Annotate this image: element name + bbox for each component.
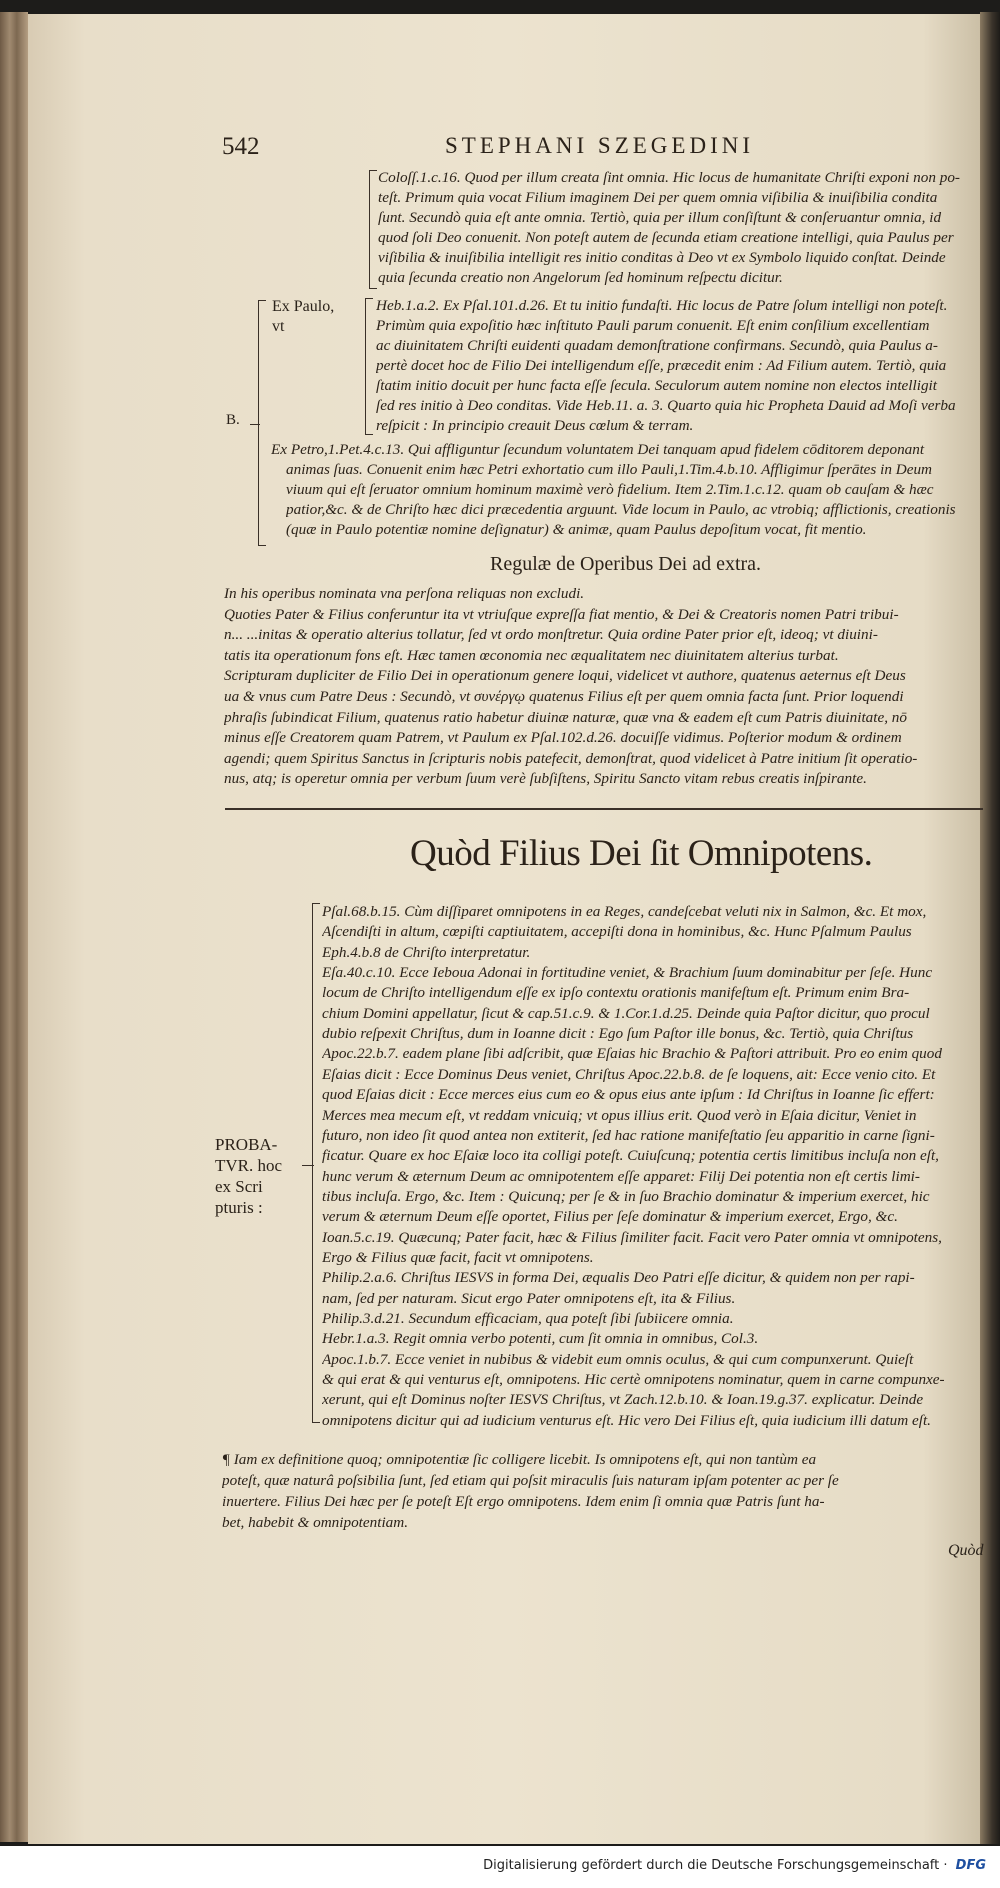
conclusion-line: poteſt, quæ naturâ poſsibilia ſunt, ſed etiam qui poſsit miraculis ſuis naturam ipſam potenter ac per ſe (222, 1472, 839, 1489)
catchword: Quòd (948, 1542, 984, 1559)
proof-line: & qui erat & qui venturus eſt, omnipotens. Hic certè omnipotens nominatur, quem in carne compunxe- (322, 1371, 945, 1389)
petro-line: (quæ in Paulo potentiæ nomine deſignatur) & animæ, quam Paulus depoſitum vocat, fit mentio. (286, 521, 867, 538)
petro-line: viuum qui eſt ſeruator omnium hominum maximè verò fidelium. Item 2.Tim.1.c.12. quam ob cauſam & hæc (286, 481, 934, 498)
coloss-line: ſunt. Secundò quia eſt ante omnia. Tertiò, quia per illum conſiſtunt & conſeruantur omnia, id (378, 209, 942, 226)
main-heading: Quòd Filius Dei ſit Omnipotens. (410, 833, 873, 874)
regulae-line: Scripturam dupliciter de Filio Dei in operationum genere loqui, videlicet vt authore, quatenus aeternus eſt Deus (224, 667, 906, 685)
proof-line: xerunt, qui eſt Dominus noſter IESVS Chriſtus, vt Zach.12.b.10. & Ioan.19.g.37. explicatur. Deinde (322, 1391, 924, 1409)
dfg-logo: DFG (955, 1858, 986, 1873)
hebr-line: ſed res initio à Deo conditas. Vide Heb.11. a. 3. Quarto quia hic Propheta Dauid ad Moſi verba (376, 397, 956, 414)
proof-line: Merces mea mecum eſt, vt reddam vnicuiq; vt opus illius erit. Quod verò in Eſaia dicitur, Veniet in (322, 1106, 917, 1124)
proof-line: futuro, non ideo ſit quod antea non extiterit, ſed hac ratione manifeſtatio ſeu apparitio in carne ſigni- (322, 1126, 935, 1144)
coloss-line: Coloſſ.1.c.16. Quod per illum creata ſint omnia. Hic locus de humanitate Chriſti exponi non po- (378, 169, 960, 186)
ex-paulo-label: Ex Paulo, vt (272, 298, 335, 335)
gutter-shadow (980, 12, 1000, 1844)
hebr-line: reſpicit : In principio creauit Deus cœlum & terram. (376, 417, 694, 434)
proof-line: tibus incluſa. Ergo, &c. Item : Quicunq; per ſe & in ſuo Brachio dominatur & imperium exercet, hic (322, 1187, 930, 1205)
regulae-line: phraſis ſubindicat Filium, quatenus ratio habetur diuinæ naturæ, quæ vna & eadem eſt cum Patris diuinitate, nō (224, 708, 907, 726)
brace-hebr (365, 298, 373, 435)
petro-line: animas ſuas. Conuenit enim hæc Petri exhortatio cum illo Pauli,1.Tim.4.b.10. Affligimur ſperātes in Deum (286, 461, 933, 478)
page-number: 542 (222, 133, 260, 160)
proof-line: hunc verum & æternum Deum ac omnipotentem eſſe apparet: Filij Dei potentia non eſt certis limi- (322, 1167, 920, 1185)
regulae-line: In his operibus nominata vna perſona reliquas non excludi. (224, 585, 585, 602)
footer-credit-text: Digitalisierung gefördert durch die Deutsche Forschungsgemeinschaft · (483, 1858, 948, 1873)
regulae-line: Quoties Pater & Filius conferuntur ita vt vtriuſque expreſſa fiat mentio, & Dei & Creatoris nomen Patri tribui- (224, 605, 899, 623)
proof-line: Philip.2.a.6. Chriſtus IESVS in forma Dei, æqualis Deo Patri eſſe dicitur, & quidem non per rapi- (322, 1269, 915, 1287)
proof-line: omnipotens dicitur qui ad iudicium venturus eſt. Hic vero Dei Filius eſt, quia iudicium illi datum eſt. (322, 1411, 931, 1429)
petro-line: Ex Petro,1.Pet.4.c.13. Qui affliguntur ſecundum voluntatem Dei tanquam apud fidelem cōditorem deponant (271, 441, 925, 458)
probatur-label: PROBA- TVR. hoc ex Scri pturis : (215, 1135, 283, 1217)
hebr-line: pertè docet hoc de Filio Dei intelligendum eſſe, præcedit enim : Ad Filium autem. Tertiò, quia (376, 357, 947, 374)
proof-line: Eſa.40.c.10. Ecce Ieboua Adonai in fortitudine veniet, & Brachium ſuum dominabitur per ſeſe. Hunc (322, 964, 933, 982)
proof-line: Apoc.22.b.7. eadem plane ſibi adſcribit, quæ Eſaias hic Brachio & Paſtori attribuit. Pro eo enim quod (322, 1045, 942, 1063)
regulae-line: minus eſſe Creatorem quam Patrem, vt Paulum ex Pſal.102.d.26. docuiſſe vidimus. Poſterior modum & ordinem (224, 729, 902, 747)
regulae-line: agendi; quem Spiritus Sanctus in ſcripturis nobis patefecit, demonſtrat, quod videlicet à Patre initium ſit operatio- (224, 749, 918, 767)
proof-line: nam, ſed per naturam. Sicut ergo Pater omnipotens eſt, ita & Filius. (322, 1289, 736, 1307)
brace-b-label: B. (226, 412, 240, 428)
regulae-line: n... ...initas & operatio alterius tollatur, ſed vt ordo monſtretur. Quia ordine Pater prior eſt, ideoq; vt diuini- (224, 626, 878, 644)
conclusion-line: bet, habebit & omnipotentiam. (222, 1514, 409, 1531)
conclusion-line: inuertere. Filius Dei hæc per ſe poteſt Eſt ergo omnipotens. Idem enim ſi omnia quæ Patris ſunt ha- (222, 1493, 825, 1510)
coloss-line: teſt. Primum quia vocat Filium imaginem Dei per quem omnia viſibilia & inuiſibilia condita (378, 189, 938, 206)
proof-line: locum de Chriſto intelligendum eſſe ex ipſo contextu orationis manifeſtum eſt. Primum enim Bra- (322, 984, 910, 1002)
running-head: STEPHANI SZEGEDINI (445, 133, 755, 158)
proof-line: Ioan.5.c.19. Quæcunq; Pater facit, hæc & Filius ſimiliter facit. Facit vero Pater omnia vt omnipotens, (322, 1228, 942, 1246)
coloss-line: quod ſoli Deo conuenit. Non poteſt autem de ſecunda etiam creatione intelligi, quia Paulus per (378, 229, 954, 246)
book-page-edges (0, 12, 28, 1842)
brace-probatur-tick (302, 1165, 314, 1166)
proof-line: chium Domini appellatur, ſicut & cap.51.c.9. & 1.Cor.1.d.25. Deinde quia Paſtor dicitur, quo procul (322, 1004, 930, 1022)
proof-line: quod Eſaias dicit : Ecce merces eius cum eo & opus eius ante ipſum : Id Chriſtus in Ioanne ſic effert: (322, 1086, 935, 1104)
proof-line: Philip.3.d.21. Secundum efficaciam, qua poteſt ſibi ſubiicere omnia. (322, 1310, 734, 1327)
proof-line: dubio reſpexit Chriſtus, dum in Ioanne dicit : Ego ſum Paſtor ille bonus, &c. Tertiò, quia Chriſtus (322, 1025, 914, 1043)
regulae-line: nus, atq; is operetur omnia per verbum ſuum verè ſubſiſtens, Spiritu Sancto vitam rebus creatis inſpirante. (224, 770, 867, 788)
proof-line: Apoc.1.b.7. Ecce veniet in nubibus & videbit eum omnis oculus, & qui cum compunxerunt. Quieſt (322, 1350, 914, 1368)
hebr-line: ac diuinitatem Chriſti euidenti quadam demonſtratione confirmans. Secundò, quia Paulus a- (376, 337, 938, 354)
regulae-line: tatis ita operationum fons eſt. Hæc tamen œconomia nec æqualitatem nec diuinitatem alterius turbat. (224, 646, 839, 664)
footer-credit (483, 1858, 986, 1873)
footer-bar (0, 1846, 1000, 1888)
brace-b-tick (250, 424, 260, 425)
hebr-line: Heb.1.a.2. Ex Pſal.101.d.26. Et tu initio fundaſti. Hic locus de Patre ſolum intelligi non poteſt. (376, 297, 948, 314)
hebr-line: Primùm quia expoſitio hæc inſtituto Pauli parum conuenit. Eſt enim conſilium excellentiam (376, 317, 930, 334)
coloss-line: quia ſecunda creatio non Angelorum ſed hominum reſpectu dicitur. (378, 269, 783, 286)
proof-line: Aſcendiſti in altum, cœpiſti captiuitatem, accepiſti dona in hominibus, &c. Hunc Pſalmum Paulus (322, 923, 912, 941)
proof-line: Ergo & Filius quæ facit, facit vt omnipotens. (322, 1248, 594, 1266)
section-divider (225, 808, 983, 810)
regulae-line: ua & vnus cum Patre Deus : Secundò, vt συνέργῳ quatenus Filius eſt per quem omnia facta ſunt. Prior loquendi (224, 688, 904, 705)
coloss-line: viſibilia & inuiſibilia intelligit res initio conditas à Deo vt ex Symbolo liquido conſtat. Deinde (378, 249, 946, 266)
brace-probatur (312, 903, 320, 1423)
conclusion-line: ¶ Iam ex definitione quoq; omnipotentiæ ſic colligere licebit. Is omnipotens eſt, qui non tantùm ea (222, 1451, 817, 1468)
petro-line: patior,&c. & de Chriſto hæc dici præcedentia arguunt. Vide locum in Paulo, ac vtrobiq; afflictionis, creationis (286, 501, 956, 518)
brace-b (258, 300, 266, 546)
regulae-heading: Regulæ de Operibus Dei ad extra. (490, 553, 762, 575)
proof-line: Pſal.68.b.15. Cùm diſſiparet omnipotens in ea Reges, candeſcebat veluti nix in Salmon, &c. Et mox, (322, 903, 927, 920)
proof-line: Eſaias dicit : Ecce Dominus Deus veniet, Chriſtus Apoc.22.b.8. de ſe loquens, ait: Ecce venio cito. Et (322, 1065, 936, 1083)
hebr-line: ſtatim initio docuit per hunc facta eſſe ſecula. Seculorum autem nomine non electos intelligit (376, 377, 937, 394)
scan-top-border (0, 0, 1000, 14)
brace-coloss (369, 170, 377, 289)
proof-line: Hebr.1.a.3. Regit omnia verbo potenti, cum ſit omnia in omnibus, Col.3. (322, 1330, 759, 1348)
proof-line: ficatur. Quare ex hoc Eſaiæ loco ita colligi poteſt. Cuiuſcunq; potentia certis limitibus incluſa non eſt, (322, 1147, 939, 1165)
proof-line: Eph.4.b.8 de Chriſto interpretatur. (322, 943, 531, 961)
proof-line: verum & æternum Deum eſſe oportet, Filius per ſeſe dominatur & imperium exercet, Ergo, &c. (322, 1208, 898, 1226)
